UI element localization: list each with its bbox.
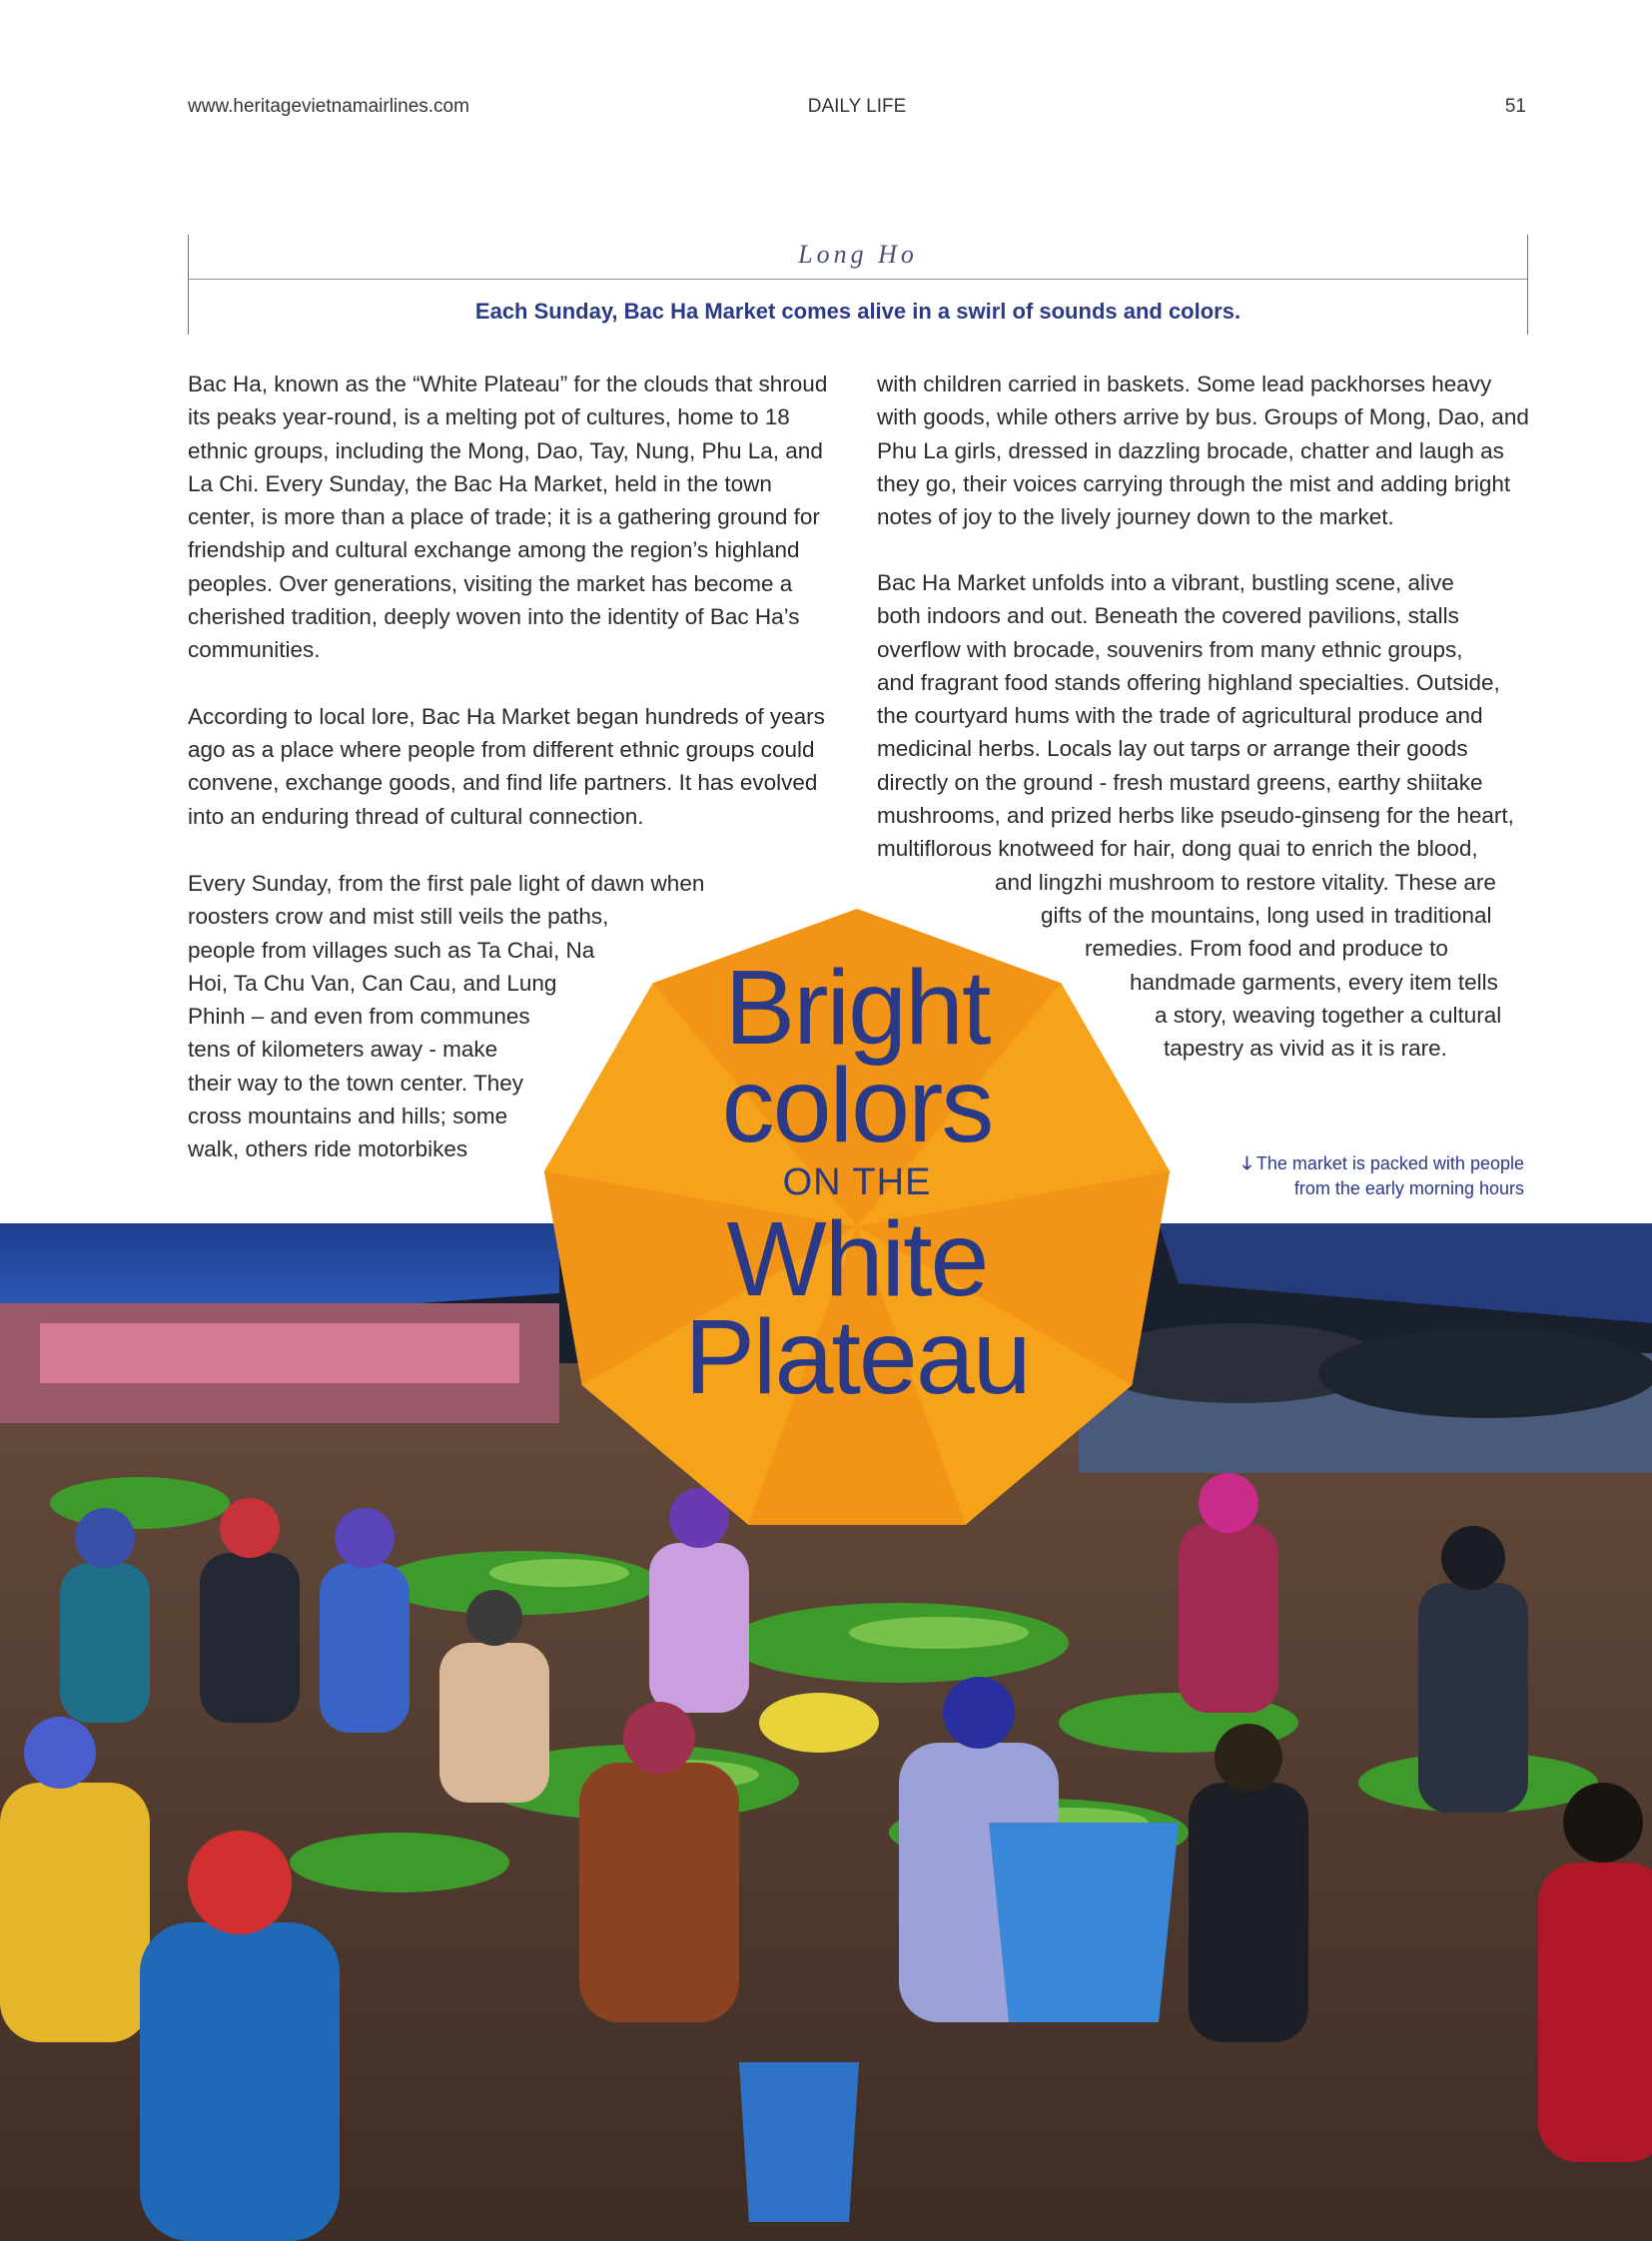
title-box [188,235,1528,335]
text-line: people from villages such as Ta Chai, Na [188,937,595,963]
caption-line: The market is packed with people [1255,1153,1524,1173]
headline-line: colors [721,1047,993,1164]
text-line: Phinh – and even from communes [188,1004,530,1030]
text-line: and lingzhi mushroom to restore vitality. These are [995,869,1496,895]
column-left [188,368,837,866]
paragraph: According to local lore, Bac Ha Market began hundreds of years ago as a place where people from different ethnic groups could convene, exchange goods, and find life partners. It has evolved into an enduring thread of cultural connection. [188,703,825,829]
text-line: medicinal herbs. Locals lay out tarps or arrange their goods [877,736,1468,762]
text-line: gifts of the mountains, long used in traditional [1041,902,1492,928]
text-line: roosters crow and mist still veils the paths, [188,904,609,930]
text-line: and fragrant food stands offering highland specialties. Outside, [877,669,1500,695]
article-headline [537,949,1177,1416]
text-line: Every Sunday, from the first pale light of dawn when [188,871,705,896]
headline-line: Bright [724,949,990,1067]
headline-line: White [726,1200,988,1318]
column-right [877,368,1536,566]
text-line: overflow with brocade, souvenirs from many ethnic groups, [877,636,1463,662]
paragraph: with children carried in baskets. Some lead packhorses heavy with goods, while others arrive by bus. Groups of Mong, Dao, and Phu La girls, dressed in dazzling brocade, chatter and laugh as they go, their voices carrying through the mist and adding bright notes of joy to the lively journey down to the market. [877,372,1529,530]
text-line: multiflorous knotweed for hair, dong quai to enrich the blood, [877,836,1478,862]
caption-line: from the early morning hours [1293,1178,1524,1198]
text-line: remedies. From food and produce to [1085,936,1448,962]
paragraph: Bac Ha, known as the “White Plateau” for the clouds that shroud its peaks year-round, is a melting pot of cultures, home to 18 ethnic groups, including the Mong, Dao, Tay, Nung, Phu La, and La Chi. Every Sunday, the Bac Ha Market, held in the town center, is more than a place of trade; it is a gathering ground for friendship and cultural exchange among the region’s highland peoples. Over generations, visiting the market has become a cherished tradition, deeply woven into the identity of Bac Ha’s communities. [188,372,828,663]
text-line: Bac Ha Market unfolds into a vibrant, bustling scene, alive [877,570,1454,595]
text-line: mushrooms, and prized herbs like pseudo-ginseng for the heart, [877,803,1514,829]
text-line: directly on the ground - fresh mustard greens, earthy shiitake [877,769,1483,795]
article-deck: Each Sunday, Bac Ha Market comes alive in a swirl of sounds and colors. [474,299,1241,324]
text-line: cross mountains and hills; some [188,1104,508,1129]
text-line: handmade garments, every item tells [1130,969,1498,995]
text-line: tapestry as vivid as it is rare. [1164,1036,1447,1062]
section-label: DAILY LIFE [807,96,907,117]
headline-line: Plateau [684,1298,1030,1416]
text-line: Hoi, Ta Chu Van, Can Cau, and Lung [188,970,557,996]
text-line: the courtyard hums with the trade of agricultural produce and [877,703,1483,729]
page-header [0,96,1652,120]
page-number: 51 [1504,96,1526,117]
website-url[interactable]: www.heritagevietnamairlines.com [188,96,469,117]
arrow-down-icon: 🡓 [1241,1153,1252,1173]
text-line: walk, others ride motorbikes [188,1136,468,1162]
text-line: both indoors and out. Beneath the covered pavilions, stalls [877,603,1459,629]
text-line: their way to the town center. They [188,1070,524,1096]
headline-line: ON THE [782,1161,932,1203]
divider [189,279,1527,280]
photo-caption [1242,1151,1524,1201]
text-line: tens of kilometers away - make [188,1037,498,1063]
text-line: a story, weaving together a cultural [1155,1002,1502,1028]
author-byline: Long Ho [798,240,918,269]
